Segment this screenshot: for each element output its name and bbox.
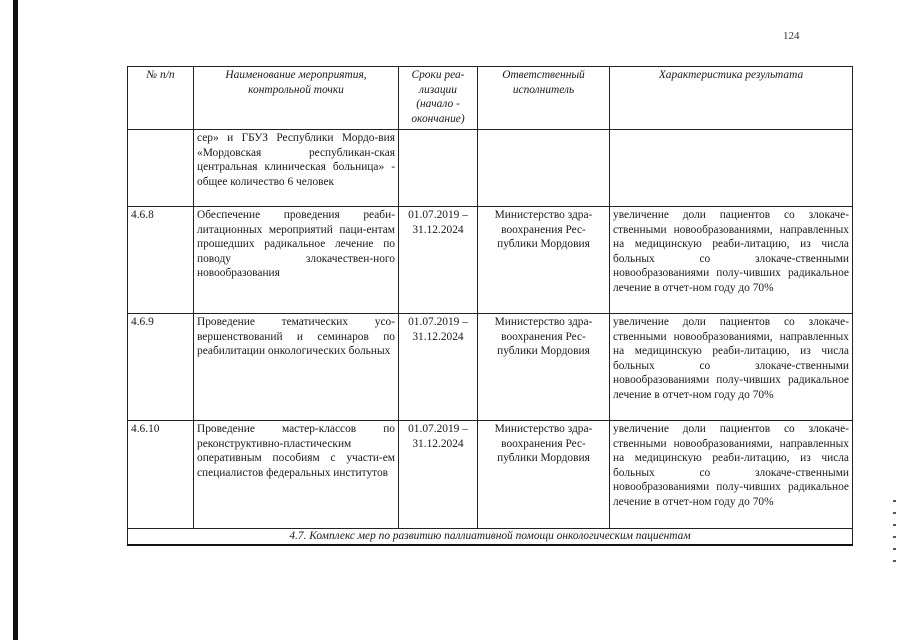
cell-terms <box>399 130 478 207</box>
cell-responsible <box>478 130 610 207</box>
cell-terms: 01.07.2019 – 31.12.2024 <box>399 207 478 314</box>
table-header-row <box>128 67 853 130</box>
header-activity-name: Наименование мероприятия, контрольной точки <box>194 67 399 130</box>
header-terms: Сроки реа-лизации (начало - окончание) <box>399 67 478 130</box>
cell-responsible: Министерство здра-воохранения Рес-публики Мордовия <box>478 421 610 529</box>
section-title: 4.7. Комплекс мер по развитию паллиативной помощи онкологическим пациентам <box>128 529 853 545</box>
header-result: Характеристика результата <box>610 67 853 130</box>
cell-responsible: Министерство здра-воохранения Рес-публики Мордовия <box>478 314 610 421</box>
table-row <box>128 314 853 421</box>
cell-number: 4.6.8 <box>128 207 194 314</box>
table-row <box>128 207 853 314</box>
activities-table <box>127 66 853 546</box>
cell-terms: 01.07.2019 – 31.12.2024 <box>399 314 478 421</box>
cell-result: увеличение доли пациентов со злокаче-ственными новообразованиями, направленных на медицинскую реаби-литацию, из числа больных со злокаче-ственными новообразованиями полу-чивших радикальное лечение в отчет-ном году до 70% <box>610 421 853 529</box>
header-number: № п/п <box>128 67 194 130</box>
cell-number: 4.6.9 <box>128 314 194 421</box>
scan-margin-marks <box>887 490 905 610</box>
page-number: 124 <box>783 30 800 42</box>
section-heading-row <box>128 529 853 545</box>
cell-activity-name: Проведение тематических усо-вершенствований и семинаров по реабилитации онкологических больных <box>194 314 399 421</box>
cell-result: увеличение доли пациентов со злокаче-ственными новообразованиями, направленных на медицинскую реаби-литацию, из числа больных со злокаче-ственными новообразованиями полу-чивших радикальное лечение в отчет-ном году до 70% <box>610 207 853 314</box>
cell-number: 4.6.10 <box>128 421 194 529</box>
cell-responsible: Министерство здра-воохранения Рес-публики Мордовия <box>478 207 610 314</box>
cell-number <box>128 130 194 207</box>
table-row <box>128 421 853 529</box>
header-responsible: Ответственный исполнитель <box>478 67 610 130</box>
cell-terms: 01.07.2019 – 31.12.2024 <box>399 421 478 529</box>
table-row-continuation <box>128 130 853 207</box>
cell-activity-name: Проведение мастер-классов по реконструктивно-пластическим оперативным пособиям с участи-ем специалистов федеральных институтов <box>194 421 399 529</box>
cell-result <box>610 130 853 207</box>
cell-activity-name: сер» и ГБУЗ Республики Мордо-вия «Мордовская республикан-ская центральная клиническая больница» - общее количество 6 человек <box>194 130 399 207</box>
cell-result: увеличение доли пациентов со злокаче-ственными новообразованиями, направленных на медицинскую реаби-литацию, из числа больных со злокаче-ственными новообразованиями полу-чивших радикальное лечение в отчет-ном году до 70% <box>610 314 853 421</box>
cell-activity-name: Обеспечение проведения реаби-литационных мероприятий паци-ентам прошедших радикальное лечение по поводу злокачествен-ного новообразования <box>194 207 399 314</box>
scan-left-edge <box>13 0 18 640</box>
